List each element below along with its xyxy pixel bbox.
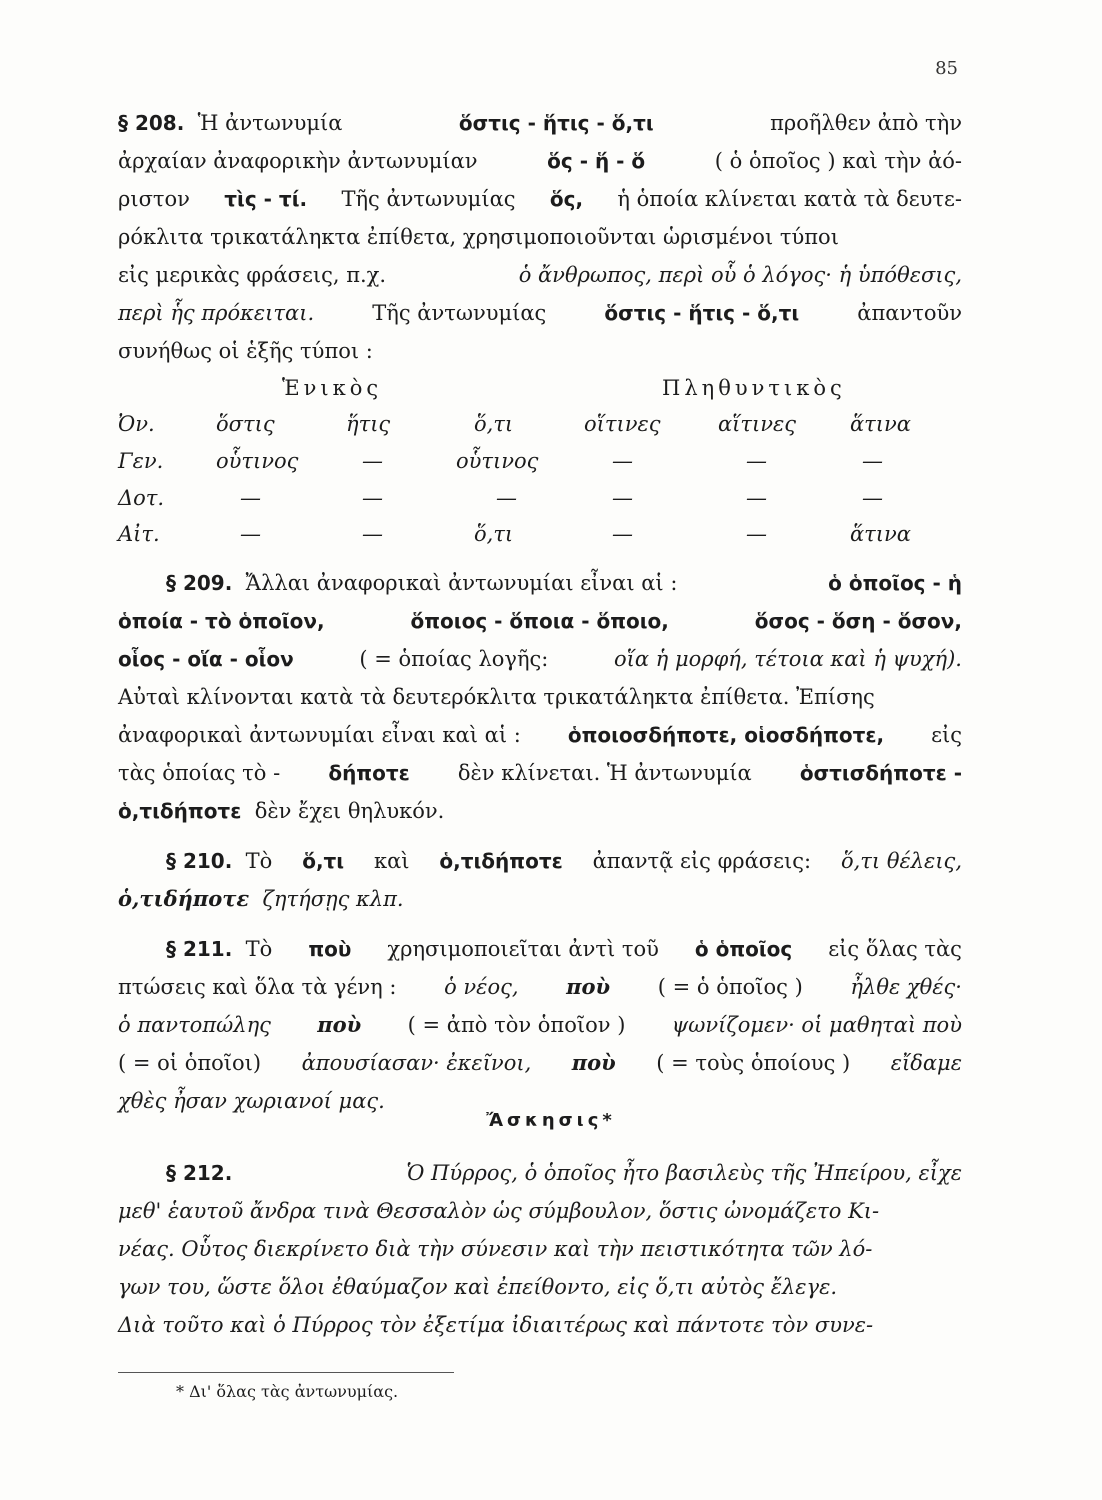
s209-line-6: τὰς ὁποίας τὸ - δήποτε δὲν κλίνεται. Ἡ ἀντωνυμία ὁστισδήποτε - [118,761,962,785]
table-cell: ἅτινα [850,522,911,546]
table-cell: — [362,486,383,510]
s208-line-7: συνήθως οἱ ἑξῆς τύποι : [118,339,373,363]
table-cell: — [240,522,261,546]
table-cell: — [746,486,767,510]
table-cell: — [746,449,767,473]
s209-line-5: ἀναφορικαὶ ἀντωνυμίαι εἶναι καὶ αἱ : ὁποιοσδήποτε, οἱοσδήποτε, εἰς [118,723,962,747]
s210-line-1: § 210. Τὸ ὅ,τι καὶ ὁ,τιδήποτε ἀπαντᾷ εἰς φράσεις: ὅ,τι θέλεις, [166,846,962,876]
s211-line-1: § 211. Τὸ ποὺ χρησιμοποιεῖται ἀντὶ τοῦ ὁ ὁποῖος εἰς ὅλας τὰς [166,934,962,964]
section-number: § 208. [118,111,185,135]
section-number: § 211. [166,937,233,961]
s209-line-3: οἷος - οἵα - οἷον ( = ὁποίας λογῆς: οἵα ἡ μορφή, τέτοια καὶ ἡ ψυχή). [118,647,962,671]
table-cell: — [862,486,883,510]
table-cell: — [612,522,633,546]
s212-line-5: Διὰ τοῦτο καὶ ὁ Πύρρος τὸν ἐξετίμα ἰδιαιτέρως καὶ πάντοτε τὸν συνε- [118,1313,874,1337]
s212-line-2: μεθ' ἑαυτοῦ ἄνδρα τινὰ Θεσσαλὸν ὡς σύμβουλον, ὅστις ὠνομάζετο Κι- [118,1199,880,1223]
table-cell: — [746,522,767,546]
table-cell: οὗτινος [456,449,539,473]
table-cell: οἵτινες [584,412,661,436]
page-number: 85 [935,58,958,79]
table-head-singular: Ἑνικὸς [282,376,383,400]
table-cell: — [240,486,261,510]
s210-line-2: ὁ,τιδήποτε ζητήσῃς κλπ. [118,886,404,911]
s212-line-4: γων του, ὥστε ὅλοι ἐθαύμαζον καὶ ἐπείθοντο, εἰς ὅ,τι αὐτὸς ἔλεγε. [118,1275,838,1299]
s208-line-6: περὶ ἧς πρόκειται. Τῆς ἀντωνυμίας ὅστις - ἥτις - ὅ,τι ἀπαντοῦν [118,301,962,325]
table-cell: — [362,449,383,473]
table-row-label: Αἰτ. [118,522,160,546]
s211-line-4: ( = οἱ ὁποῖοι) ἀπουσίασαν· ἐκεῖνοι, ποὺ ( = τοὺς ὁποίους ) εἴδαμε [118,1050,962,1075]
section-number: § 209. [166,571,233,595]
table-row-label: Γεν. [118,449,164,473]
table-cell: οὗτινος [216,449,299,473]
s208-line-5: εἰς μερικὰς φράσεις, π.χ. ὁ ἄνθρωπος, περὶ οὗ ὁ λόγος· ἡ ὑπόθεσις, [118,263,962,287]
table-cell: — [612,449,633,473]
s209-line-4: Αὐταὶ κλίνονται κατὰ τὰ δευτερόκλιτα τρικατάληκτα ἐπίθετα. Ἐπίσης [118,685,875,709]
s209-line-2: ὁποία - τὸ ὁποῖον, ὅποιος - ὅποια - ὅποιο, ὅσος - ὅση - ὅσον, [118,609,962,633]
table-cell: — [496,486,517,510]
table-cell: ὅ,τι [474,522,514,546]
s211-line-3: ὁ παντοπώλης ποὺ ( = ἀπὸ τὸν ὁποῖον ) ψωνίζομεν· οἱ μαθηταὶ ποὺ [118,1012,962,1037]
s211-line-5: χθὲς ἦσαν χωριανοί μας. [118,1089,385,1113]
footnote: * Δι' ὅλας τὰς ἀντωνυμίας. [176,1382,399,1401]
table-row-label: Δοτ. [118,486,165,510]
table-cell: αἵτινες [718,412,797,436]
s212-line-3: νέας. Οὗτος διεκρίνετο διὰ τὴν σύνεσιν καὶ τὴν πειστικότητα τῶν λό- [118,1237,873,1261]
s211-line-2: πτώσεις καὶ ὅλα τὰ γένη : ὁ νέος, ποὺ ( = ὁ ὁποῖος ) ἦλθε χθές· [118,974,962,999]
s209-line-1: § 209. Ἄλλαι ἀναφορικαὶ ἀντωνυμίαι εἶναι αἱ : ὁ ὁποῖος - ἡ [166,568,962,598]
section-number: § 210. [166,849,233,873]
s212-line-1: § 212. Ὁ Πύρρος, ὁ ὁποῖος ἦτο βασιλεὺς τῆς Ἠπείρου, εἶχε [166,1158,962,1188]
s208-line-2: ἀρχαίαν ἀναφορικὴν ἀντωνυμίαν ὅς - ἥ - ὅ ( ὁ ὁποῖος ) καὶ τὴν ἀό- [118,149,962,173]
s209-line-7: ὁ,τιδήποτε δὲν ἔχει θηλυκόν. [118,799,445,823]
footnote-rule [118,1372,454,1373]
section-number: § 212. [166,1161,233,1185]
table-head-plural: Πληθυντικὸς [662,376,846,400]
s208-line-4: ρόκλιτα τρικατάληκτα ἐπίθετα, χρησιμοποιοῦνται ὡρισμένοι τύποι [118,225,839,249]
table-cell: — [362,522,383,546]
table-cell: ἅτινα [850,412,911,436]
table-cell: ἥτις [346,412,391,436]
s208-line-3: ριστον τὶς - τί. Τῆς ἀντωνυμίας ὅς, ἡ ὁποία κλίνεται κατὰ τὰ δευτε- [118,187,962,211]
table-cell: — [612,486,633,510]
table-cell: ὅ,τι [474,412,514,436]
exercise-heading: Ἄσκησις* [486,1110,616,1131]
table-cell: — [862,449,883,473]
table-cell: ὅστις [216,412,275,436]
s208-line-1: § 208. Ἡ ἀντωνυμία ὅστις - ἥτις - ὅ,τι προῆλθεν ἀπὸ τὴν [118,108,962,138]
table-row-label: Ὀν. [118,412,155,436]
